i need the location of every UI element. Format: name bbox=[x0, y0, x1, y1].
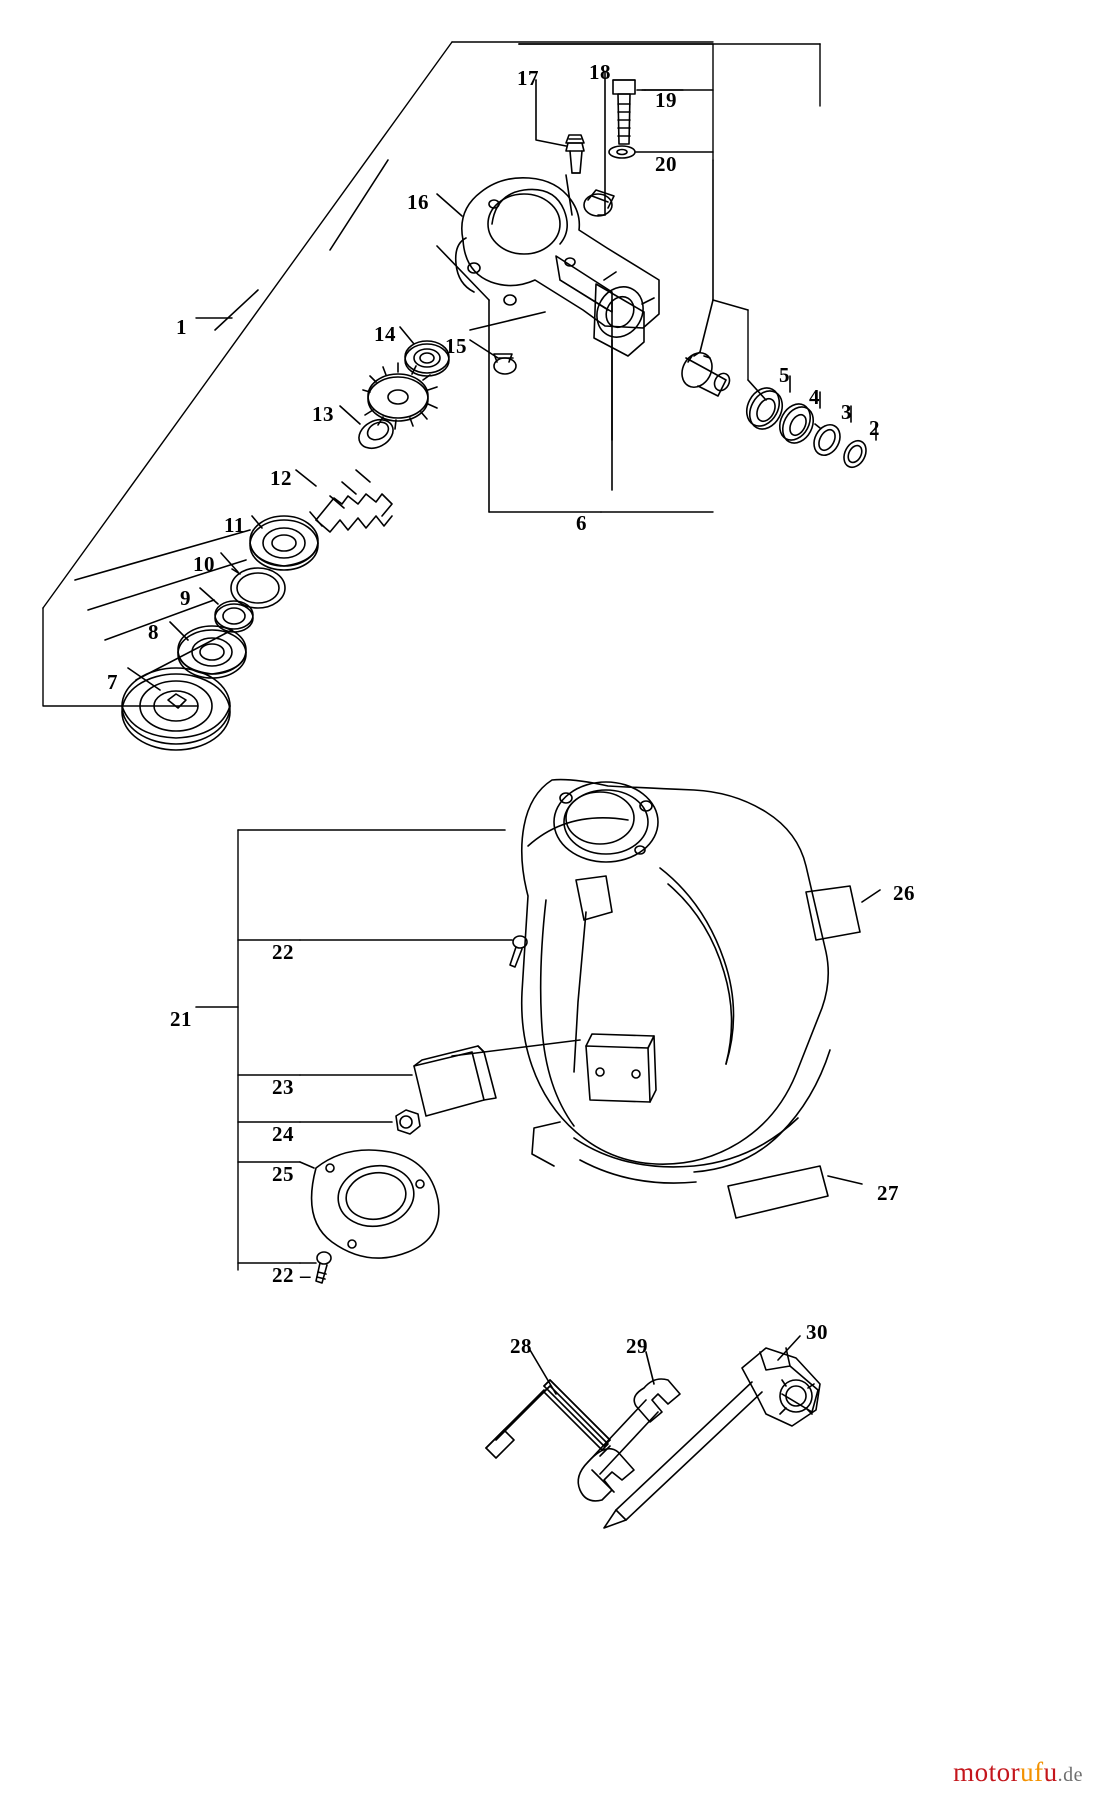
callout-4: 4 bbox=[809, 385, 820, 409]
callout-29: 29 bbox=[626, 1334, 648, 1358]
callout-7: 7 bbox=[107, 670, 118, 694]
callout-14: 14 bbox=[374, 322, 396, 346]
callout-5: 5 bbox=[779, 363, 790, 387]
watermark-part-1: motor bbox=[953, 1757, 1021, 1787]
watermark-suffix: .de bbox=[1057, 1764, 1083, 1786]
watermark-motoruf bbox=[953, 1757, 1083, 1788]
callout-26: 26 bbox=[893, 881, 915, 905]
callout-10: 10 bbox=[193, 552, 215, 576]
callout-15: 15 bbox=[445, 334, 467, 358]
callout-19: 19 bbox=[655, 88, 677, 112]
callout-18: 18 bbox=[589, 60, 611, 84]
callout-23: 23 bbox=[272, 1075, 294, 1099]
callout-30: 30 bbox=[806, 1320, 828, 1344]
callout-17: 17 bbox=[517, 66, 539, 90]
callout-28: 28 bbox=[510, 1334, 532, 1358]
callout-6: 6 bbox=[576, 511, 587, 535]
callout-9: 9 bbox=[180, 586, 191, 610]
watermark-part-2: uf bbox=[1020, 1757, 1044, 1787]
callout-25: 25 bbox=[272, 1162, 294, 1186]
callout-3: 3 bbox=[841, 400, 852, 424]
callout-2: 2 bbox=[869, 416, 880, 440]
callout-12: 12 bbox=[270, 466, 292, 490]
callout-22-top: 22 bbox=[272, 940, 294, 964]
callout-22-bottom: 22 bbox=[272, 1263, 294, 1287]
callout-8: 8 bbox=[148, 620, 159, 644]
callout-27: 27 bbox=[877, 1181, 899, 1205]
callout-24: 24 bbox=[272, 1122, 294, 1146]
watermark-part-3: u bbox=[1043, 1757, 1058, 1787]
callout-22-bottom-dash: – bbox=[300, 1263, 311, 1287]
callout-1: 1 bbox=[176, 315, 187, 339]
callout-11: 11 bbox=[224, 513, 245, 537]
callout-13: 13 bbox=[312, 402, 334, 426]
callout-21: 21 bbox=[170, 1007, 192, 1031]
callout-16: 16 bbox=[407, 190, 429, 214]
callout-20: 20 bbox=[655, 152, 677, 176]
